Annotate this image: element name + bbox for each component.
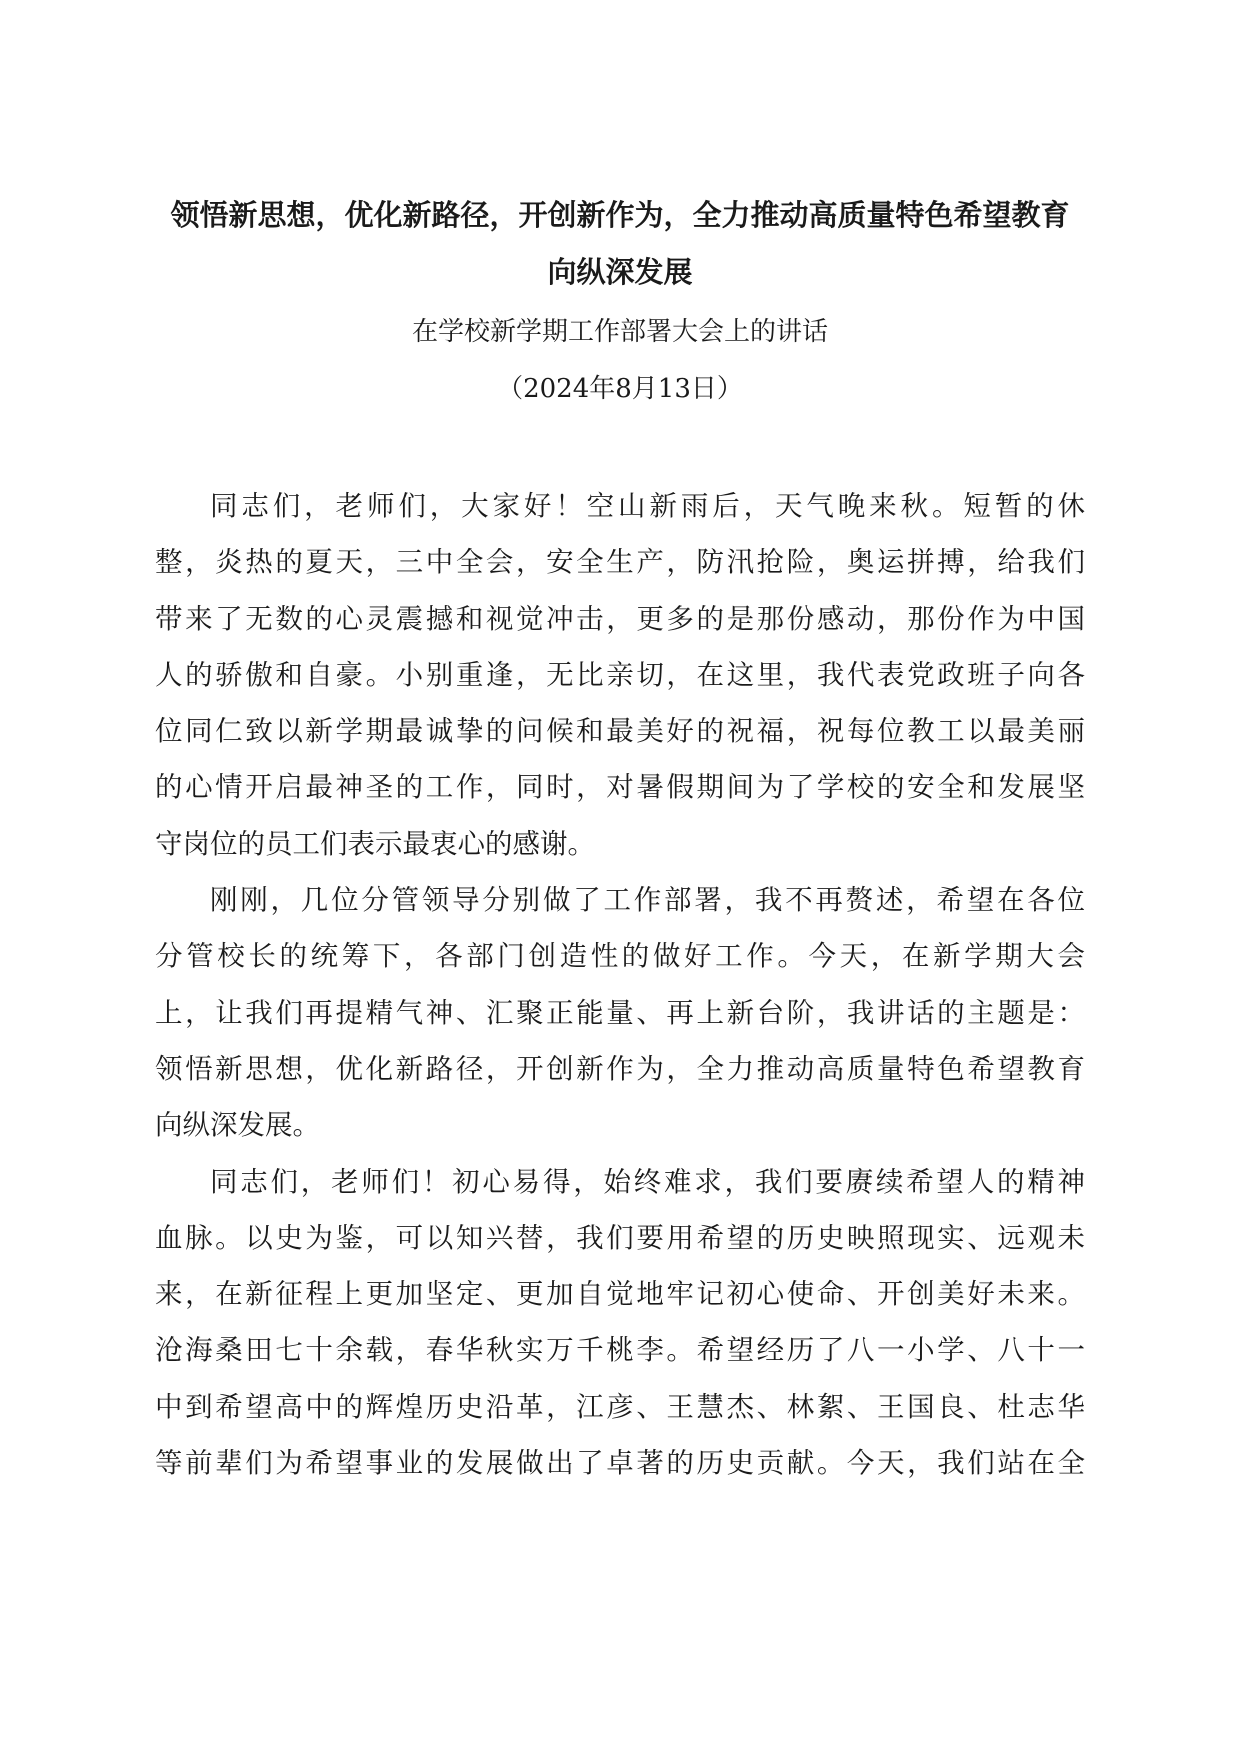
text-line: 整，炎热的夏天，三中全会，安全生产，防汛抢险，奥运拼搏，给我们 [155,546,1085,579]
document-title-line-2: 向纵深发展 [547,255,693,289]
text-line: 带来了无数的心灵震撼和视觉冲击，更多的是那份感动，那份作为中国 [155,602,1085,635]
text-line: 的心情开启最神圣的工作，同时，对暑假期间为了学校的安全和发展坚 [155,771,1085,804]
document-title-line-1: 领悟新思想，优化新路径，开创新作为，全力推动高质量特色希望教育 [170,198,1070,232]
text-line: 人的骄傲和自豪。小别重逢，无比亲切，在这里，我代表党政班子向各 [155,658,1085,691]
text-line: 等前辈们为希望事业的发展做出了卓著的历史贡献。今天，我们站在全 [155,1447,1085,1480]
document-body [155,478,1085,1491]
text-line: 分管校长的统筹下，各部门创造性的做好工作。今天，在新学期大会 [155,940,1085,973]
text-line: 位同仁致以新学期最诚挚的问候和最美好的祝福，祝每位教工以最美丽 [155,715,1085,748]
text-line: 血脉。以史为鉴，可以知兴替，我们要用希望的历史映照现实、远观未 [155,1221,1085,1254]
paragraph [155,1154,1085,1492]
text-line: 向纵深发展。 [155,1109,320,1142]
document-subtitle: 在学校新学期工作部署大会上的讲话 [411,317,828,347]
text-line: 沧海桑田七十余载，春华秋实万千桃李。希望经历了八一小学、八十一 [155,1334,1085,1367]
text-line: 来，在新征程上更加坚定、更加自觉地牢记初心使命、开创美好未来。 [155,1278,1085,1311]
document-date: （2024年8月13日） [497,374,743,404]
text-line: 同志们，老师们！初心易得，始终难求，我们要赓续希望人的精神 [210,1165,1085,1198]
text-line: 领悟新思想，优化新路径，开创新作为，全力推动高质量特色希望教育 [155,1052,1085,1085]
paragraph [155,872,1085,1153]
text-line: 中到希望高中的辉煌历史沿革，江彦、王慧杰、林絮、王国良、杜志华 [155,1390,1085,1423]
text-line: 刚刚，几位分管领导分别做了工作部署，我不再赘述，希望在各位 [210,884,1085,917]
text-line: 守岗位的员工们表示最衷心的感谢。 [155,827,595,860]
text-line: 同志们，老师们，大家好！空山新雨后，天气晚来秋。短暂的休 [210,490,1085,522]
paragraph [155,478,1085,872]
text-line: 上，让我们再提精气神、汇聚正能量、再上新台阶，我讲话的主题是： [155,996,1085,1029]
